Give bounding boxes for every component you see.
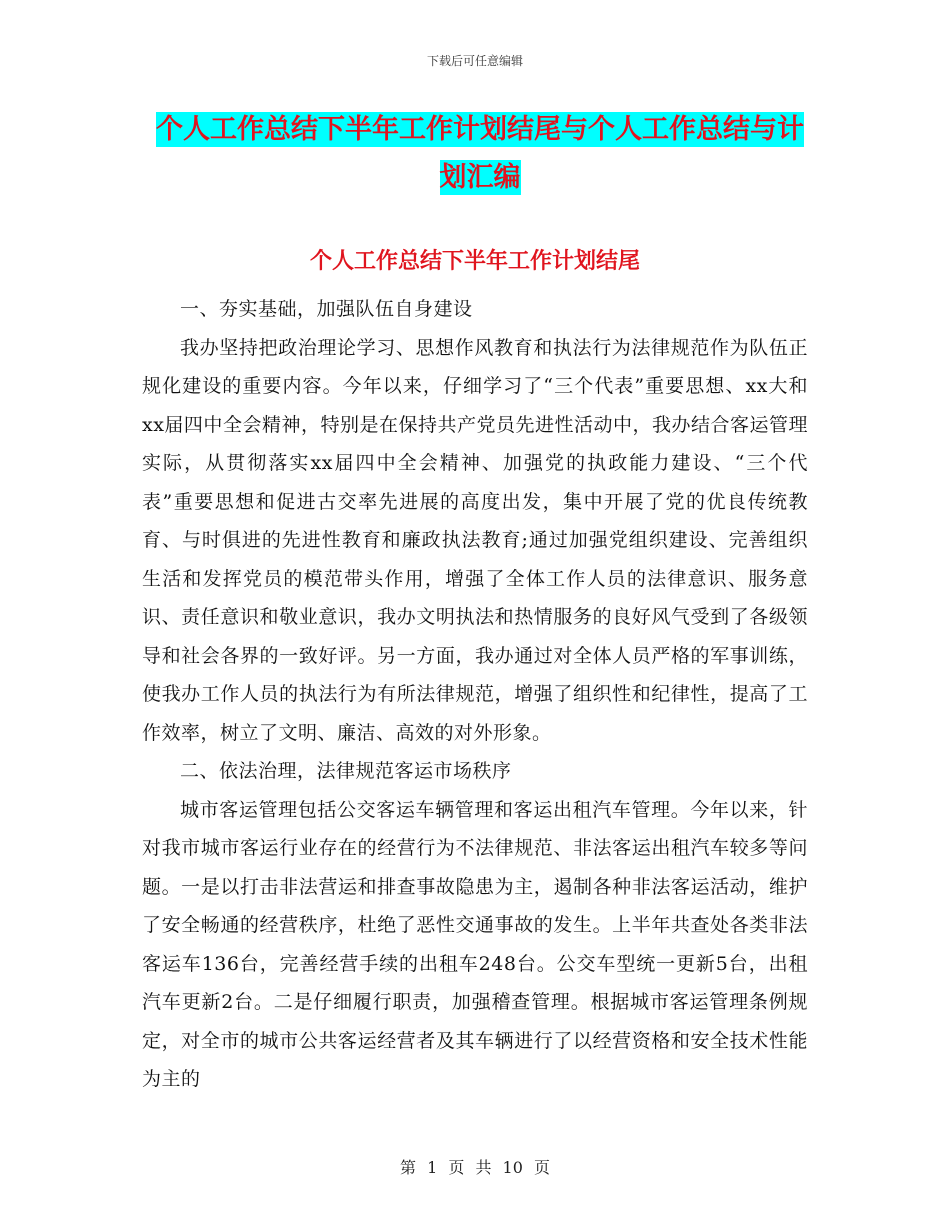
section-heading-1: 一、夯实基础，加强队伍自身建设 (180, 298, 473, 320)
document-title-text: 个人工作总结下半年工作计划结尾与个人工作总结与计划汇编 (156, 114, 804, 193)
paragraph-2: 城市客运管理包括公交客运车辆管理和客运出租汽车管理。今年以来，针对我市城市客运行业存在的经营行为不法律规范、非法客运出租汽车较多等问题。一是以打击非法营运和排查事故隐患为主，遏制各种非法客运活动，维护了安全畅通的经营秩序，杜绝了恶性交通事故的发生。上半年共查处各类非法客运车136台，完善经营手续的出租车248台。公交车型统一更新5台，出租汽车更新2台。二是仔细履行职责，加强稽查管理。根据城市客运管理条例规定，对全市的城市公共客运经营者及其车辆进行了以经营资格和安全技术性能为主的 (142, 798, 808, 1090)
page-number: 第 1 页 共 10 页 (400, 1158, 550, 1177)
document-body (142, 290, 808, 1099)
header-note: 下载后可任意编辑 (426, 54, 523, 68)
paragraph-1: 我办坚持把政治理论学习、思想作风教育和执法行为法律规范作为队伍正规化建设的重要内容。今年以来，仔细学习了“三个代表”重要思想、xx大和xx届四中全会精神，特别是在保持共产党员先进性活动中，我办结合客运管理实际，从贯彻落实xx届四中全会精神、加强党的执政能力建设、“三个代表”重要思想和促进古交率先进展的高度出发，集中开展了党的优良传统教育、与时俱进的先进性教育和廉政执法教育;通过加强党组织建设、完善组织生活和发挥党员的模范带头作用，增强了全体工作人员的法律意识、服务意识、责任意识和敬业意识，我办文明执法和热情服务的良好风气受到了各级领导和社会各界的一致好评。另一方面，我办通过对全体人员严格的军事训练，使我办工作人员的执法行为有所法律规范，增强了组织性和纪律性，提高了工作效率，树立了文明、廉洁、高效的对外形象。 (142, 336, 808, 744)
section-title: 个人工作总结下半年工作计划结尾 (309, 249, 640, 274)
document-title (150, 106, 810, 202)
section-heading-2: 二、依法治理，法律规范客运市场秩序 (180, 760, 512, 782)
